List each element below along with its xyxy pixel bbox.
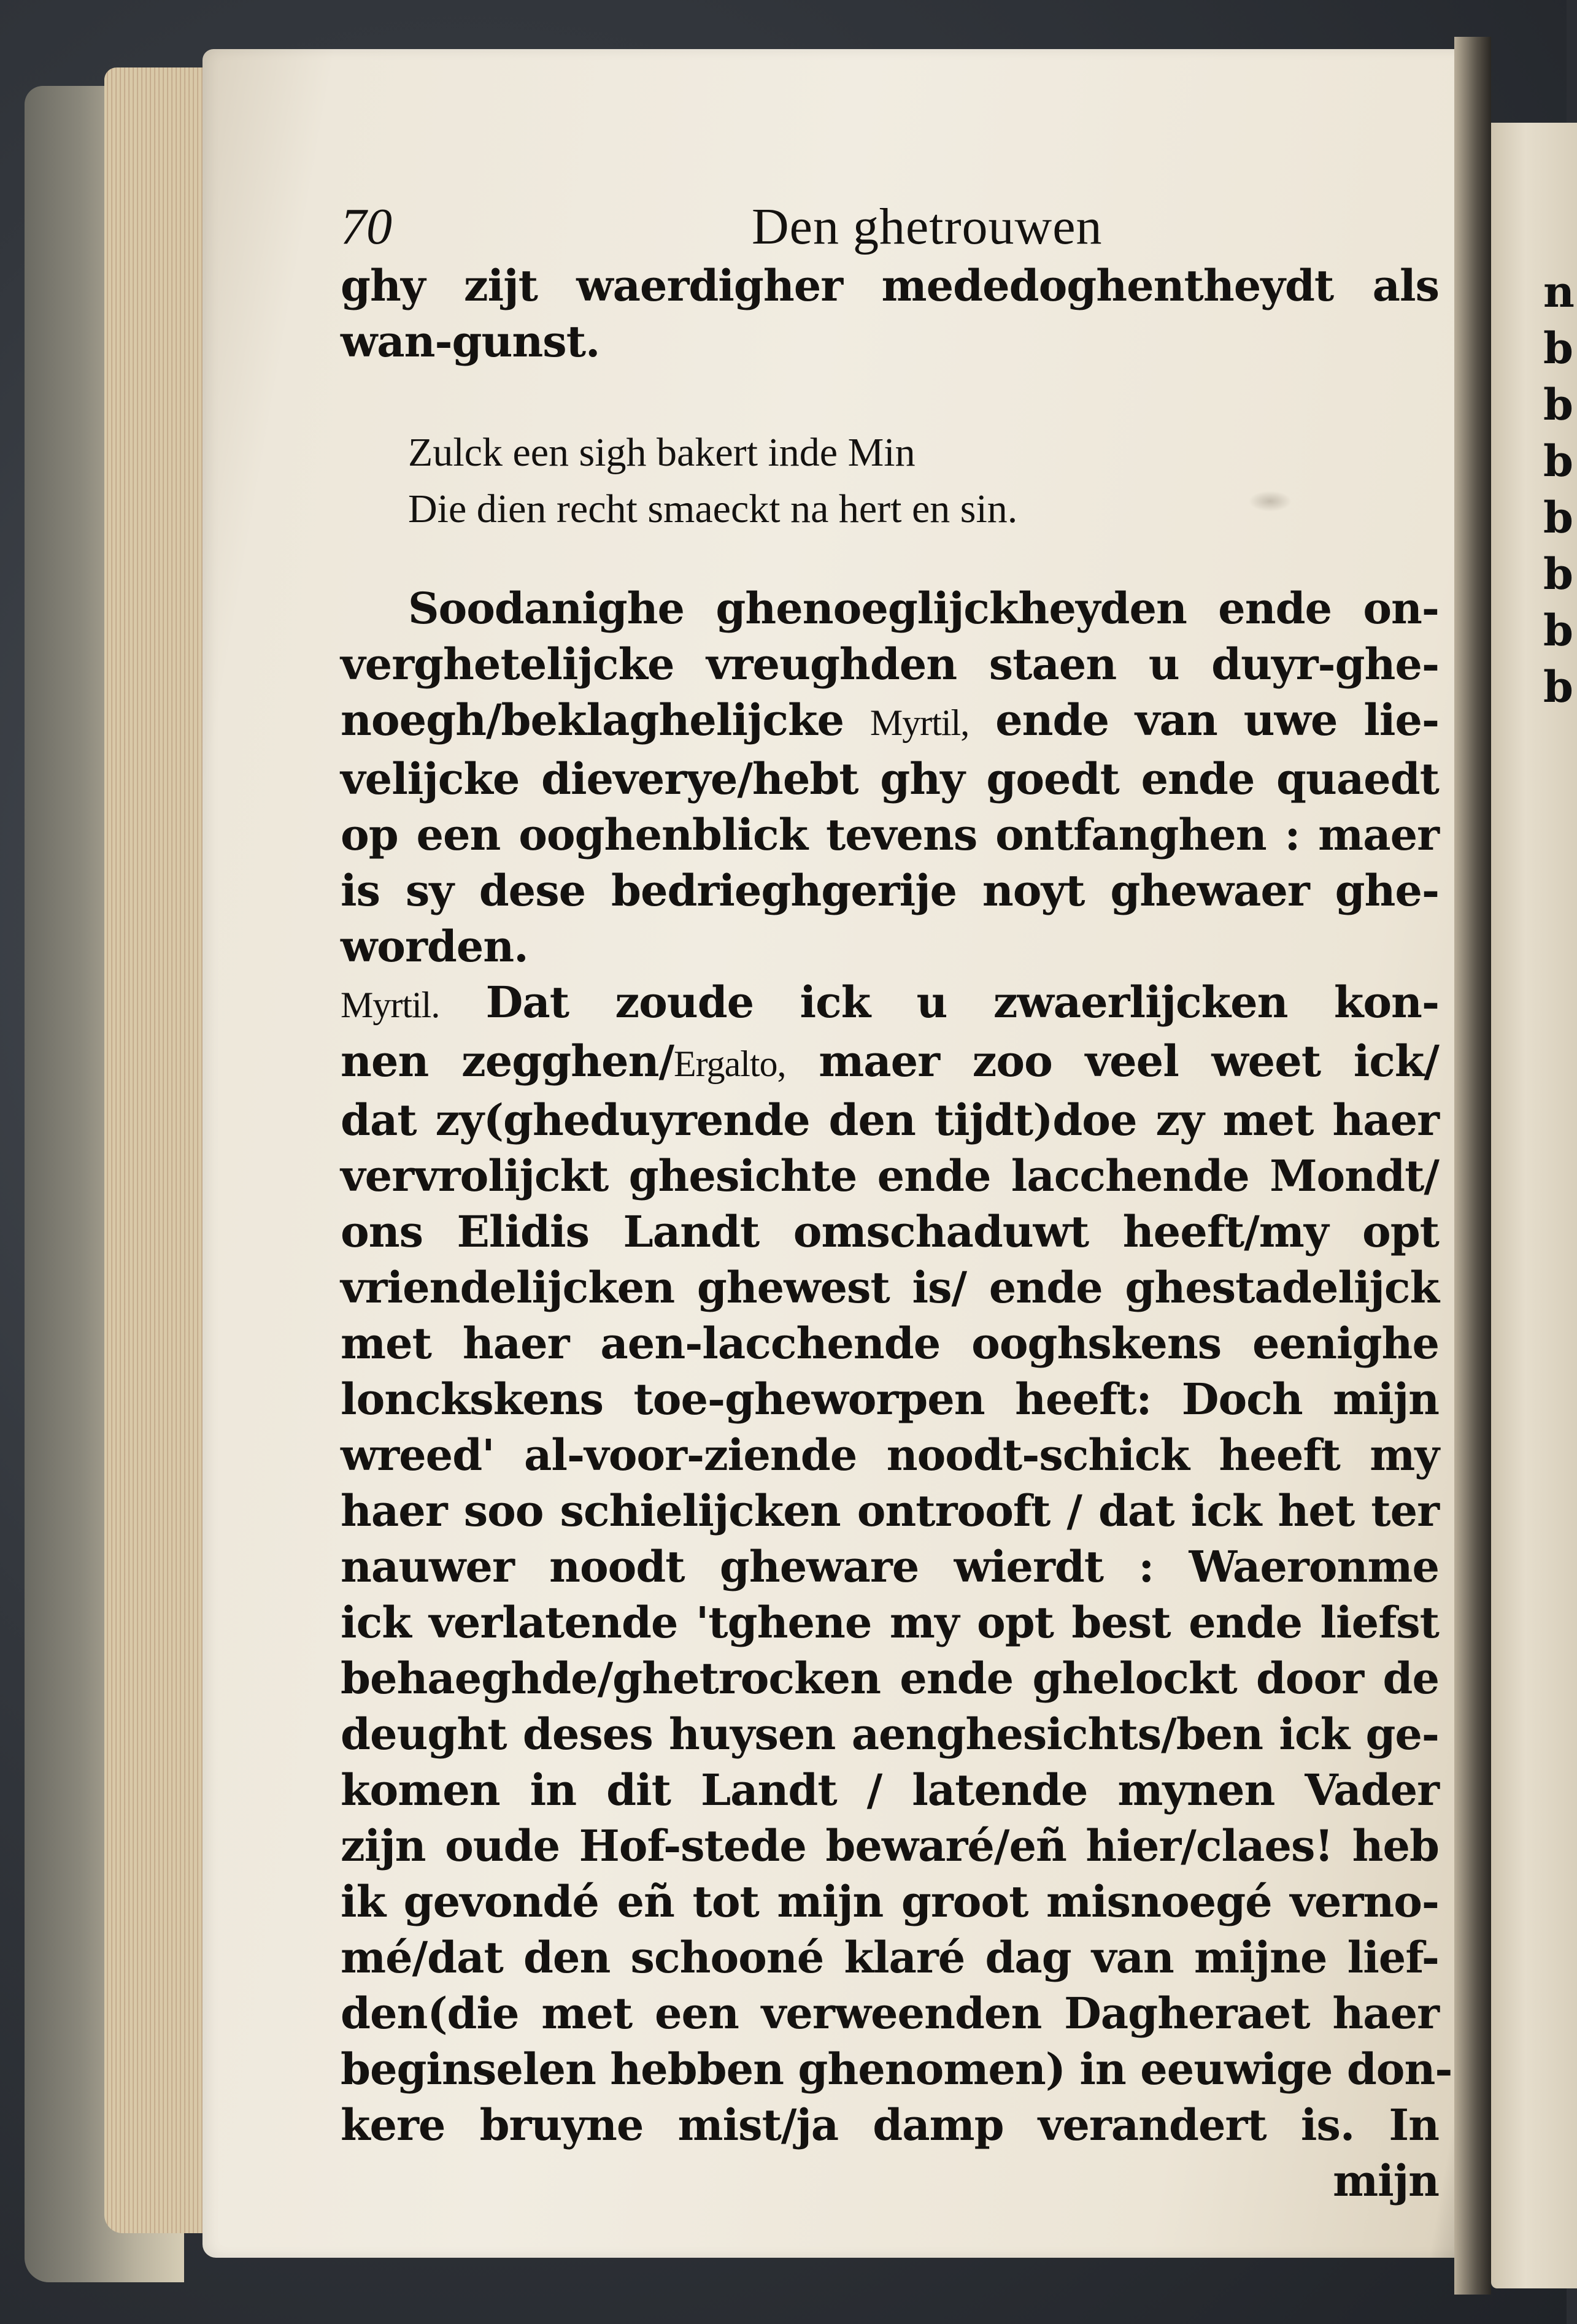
text-line: op een ooghenblick tevens ontfanghen : maer [341, 809, 1439, 860]
page-text [341, 196, 1452, 2209]
text-line: ik gevondé eñ tot mijn groot misnoegé verno- [341, 1876, 1439, 1927]
text-line: dat zy(gheduyrende den tijdt)doe zy met haer [341, 1095, 1439, 1145]
text-line: Myrtil. Dat zoude ick u zwaerlijcken kon- [341, 977, 1439, 1028]
text-line: beginselen hebben ghenomen) in eeuwige don- [341, 2044, 1452, 2095]
text-line: vriendelijcken ghewest is/ ende ghestadelijck [341, 1262, 1439, 1313]
verse-line: Zulck een sigh bakert inde Min [408, 430, 916, 475]
text-line: noegh/beklaghelijcke Myrtil, ende van uwe lie- [341, 695, 1439, 745]
name-myrtil: Myrtil, [869, 702, 970, 743]
text-line: verghetelijcke vreughden staen u duyr-ghe- [341, 639, 1439, 690]
text-line: is sy dese bedrieghgerije noyt ghewaer ghe- [341, 865, 1439, 916]
text-line: nen zegghen/Ergalto, maer zoo veel weet ick/ [341, 1036, 1439, 1087]
catchword: mijn [1333, 2155, 1439, 2206]
running-title: Den ghetrouwen [752, 198, 1103, 255]
verse-line: Die dien recht smaeckt na hert en sin. [408, 487, 1018, 531]
facing-page-text: n b b b b b b b [1543, 266, 1575, 712]
text-line: kere bruyne mist/ja damp verandert is. In [341, 2099, 1439, 2150]
text-line: haer soo schielijcken ontrooft / dat ick het ter [341, 1485, 1439, 1536]
text-line: worden. [341, 921, 528, 972]
text-line: deught deses huysen aenghesichts/ben ick ge- [341, 1709, 1439, 1760]
text-line: ghy zijt waerdigher mededoghentheydt als [341, 260, 1439, 311]
text-line: ons Elidis Landt omschaduwt heeft/my opt [341, 1206, 1439, 1257]
text-line: wan-gunst. [341, 316, 600, 367]
text-line: behaeghde/ghetrocken ende ghelockt door de [341, 1653, 1439, 1704]
text-line: wreed' al-voor-ziende noodt-schick heeft my [341, 1429, 1439, 1480]
speech [341, 974, 1452, 2209]
verse [408, 425, 1439, 537]
text-line: nauwer noodt gheware wierdt : Waeronme [341, 1541, 1439, 1592]
page-number: 70 [341, 198, 392, 255]
text-line: met haer aen-lacchende ooghskens eenighe [341, 1318, 1439, 1369]
book-gutter [1454, 37, 1491, 2295]
text-line: den(die met een verweenden Dagheraet haer [341, 1988, 1439, 2039]
text-line: vervrolijckt ghesichte ende lacchende Mondt/ [341, 1150, 1439, 1201]
text-line: komen in dit Landt / latende mynen Vader [341, 1764, 1439, 1815]
paragraph [341, 580, 1439, 974]
page-header [341, 196, 1439, 258]
text-line: Soodanighe ghenoeglijckheyden ende on- [408, 583, 1439, 634]
text-line: lonckskens toe-gheworpen heeft: Doch mijn [341, 1374, 1439, 1425]
text-line: ick verlatende 'tghene my opt best ende liefst [341, 1597, 1439, 1648]
text-line: velijcke dieverye/hebt ghy goedt ende quaedt [341, 753, 1439, 804]
name-ergalto: Ergalto, [674, 1044, 786, 1084]
text-line: mé/dat den schooné klaré dag van mijne lief- [341, 1932, 1439, 1983]
speaker-name: Myrtil. [341, 985, 440, 1025]
text-line: zijn oude Hof-stede bewaré/eñ hier/claes! heb [341, 1820, 1439, 1871]
